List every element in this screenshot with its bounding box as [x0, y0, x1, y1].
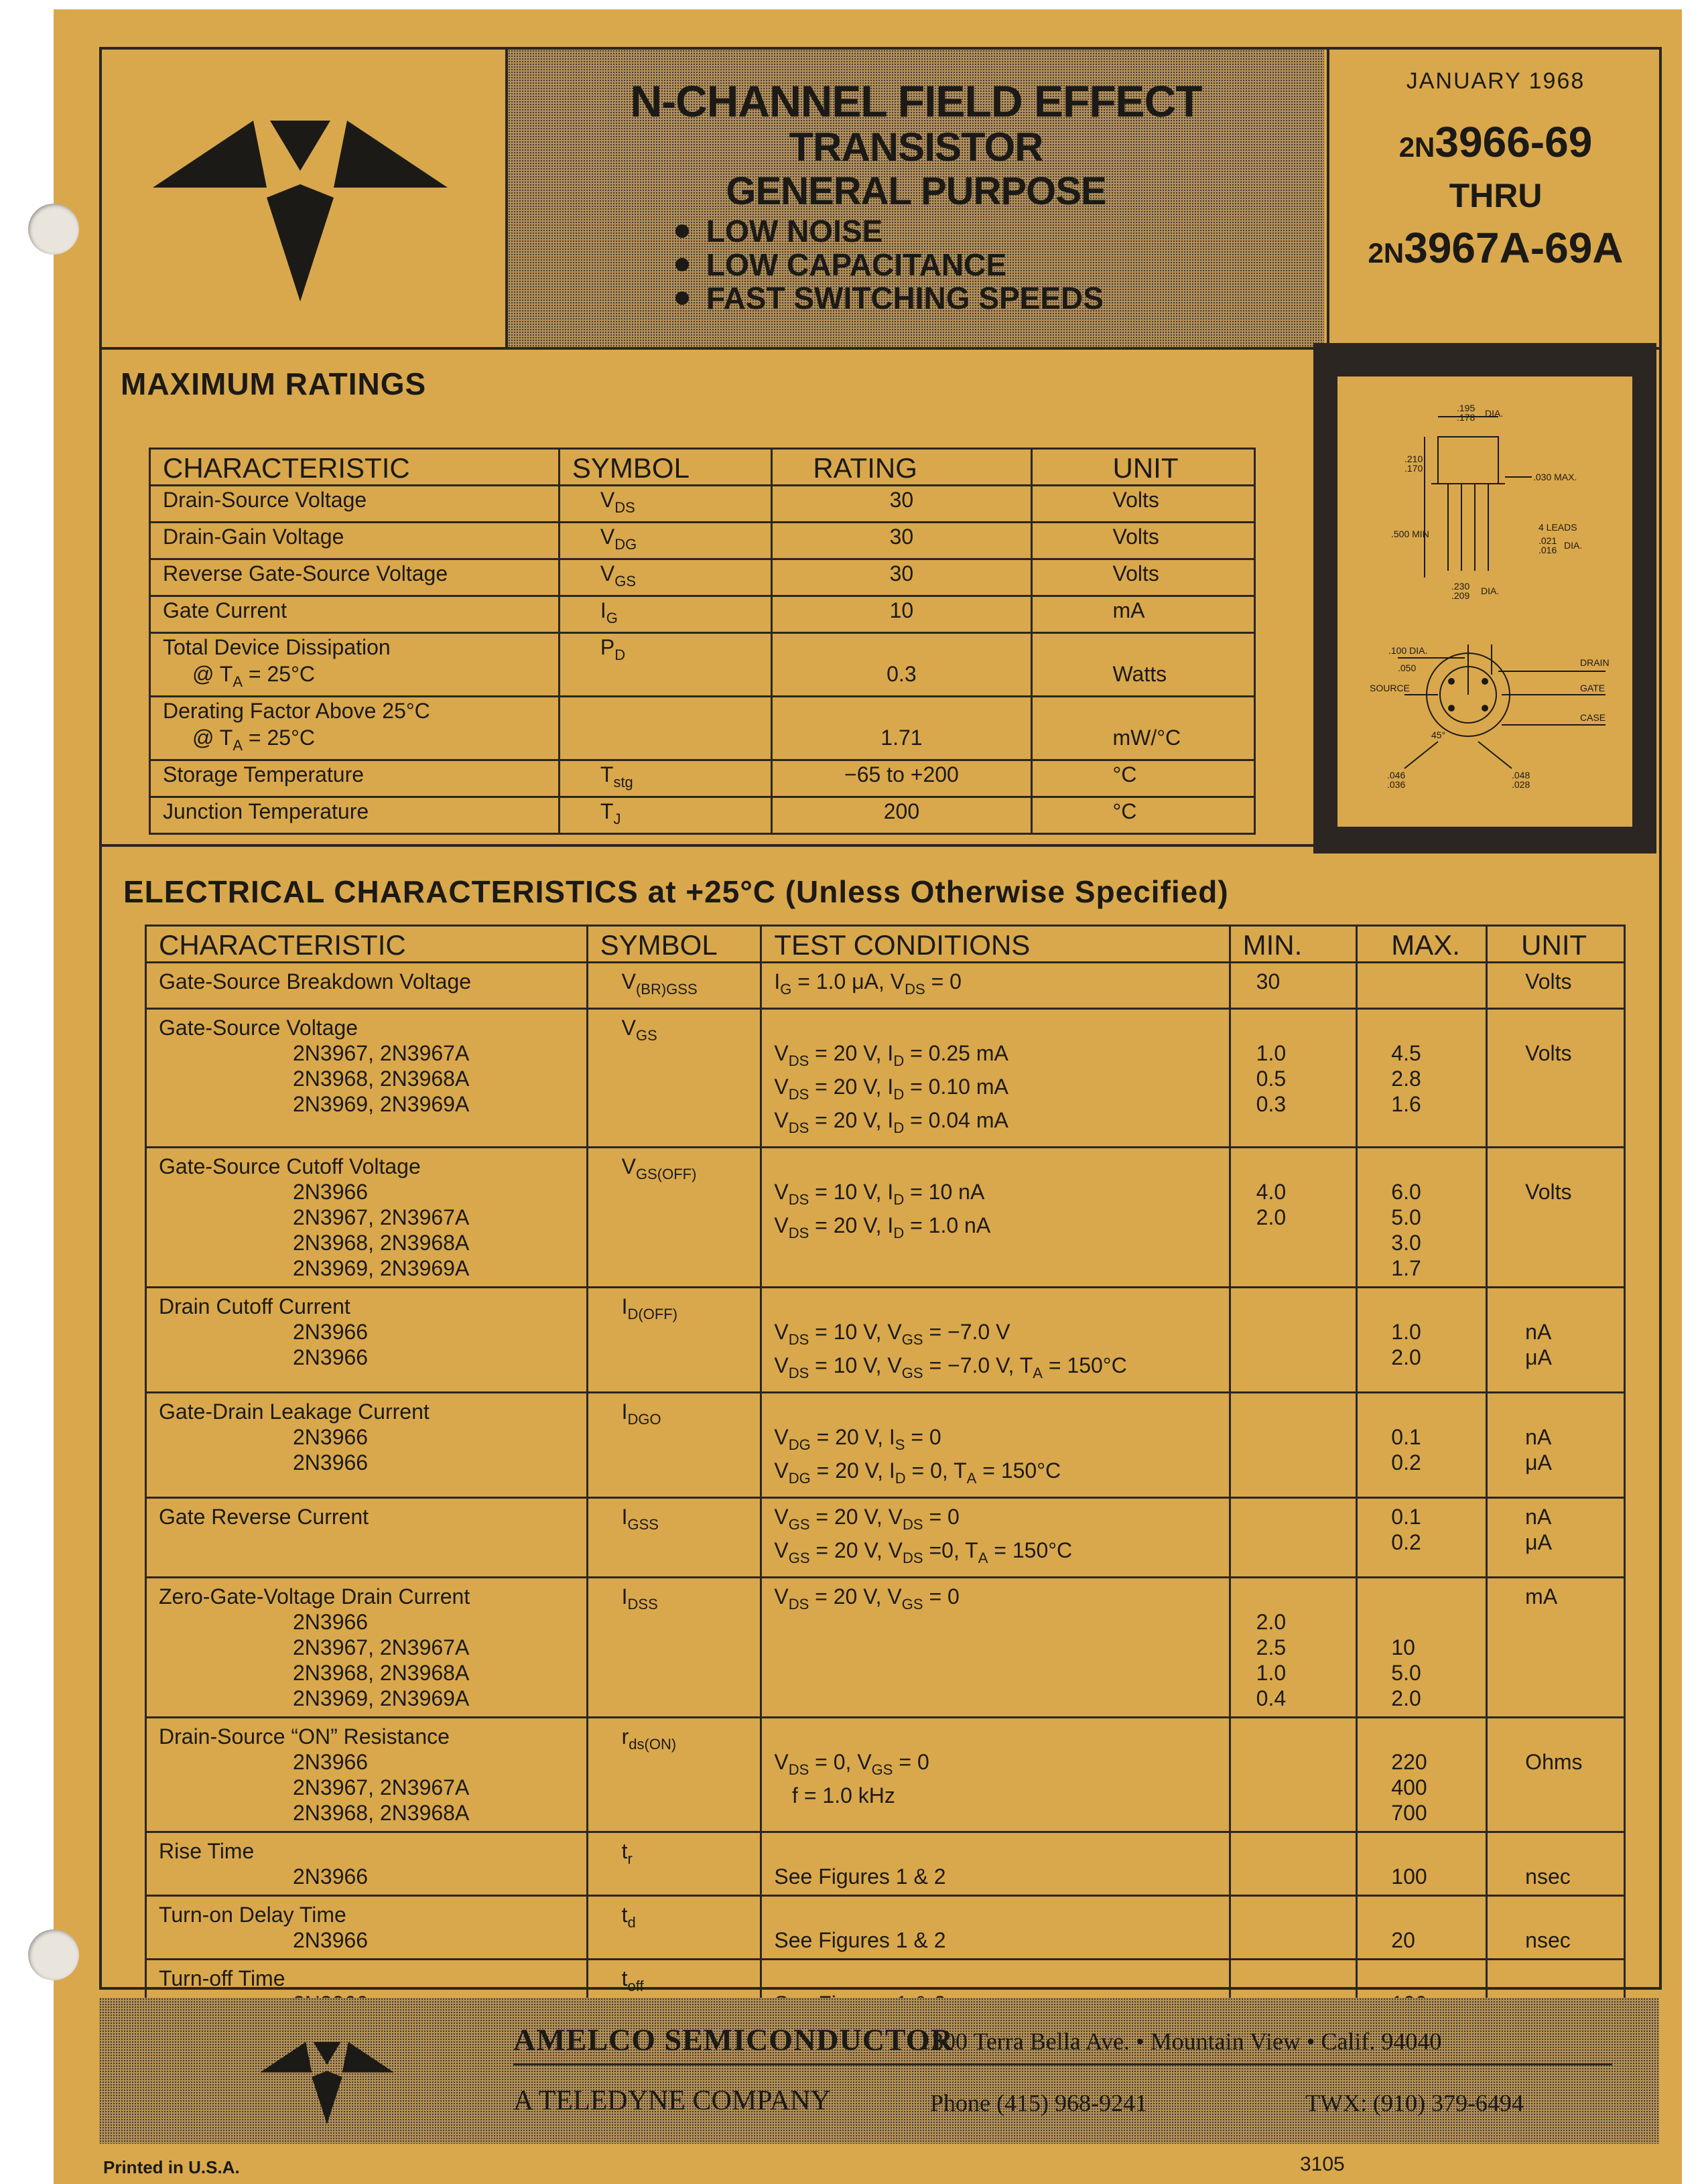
symbol-cell: $I_{GSS}$ — [587, 1498, 761, 1578]
symbol-cell: $V_{(BR)GSS}$ — [587, 963, 761, 1009]
column-header: RATING — [772, 449, 1031, 486]
test-condition: See Figures 1 & 2 — [774, 1928, 946, 1952]
characteristic-cell: Drain-Source Voltage — [150, 486, 560, 523]
unit-cell: nA μA — [1487, 1393, 1625, 1498]
parent-company: A TELEDYNE COMPANY — [513, 2086, 831, 2116]
part-variant: 2N3966 — [293, 1610, 369, 1634]
unit-cell: Volts — [1031, 486, 1255, 523]
rating-cell: 0.3 — [772, 633, 1031, 697]
svg-text:DIA.: DIA. — [1481, 586, 1500, 596]
table-row — [146, 1498, 1625, 1578]
min-cell — [1230, 1718, 1357, 1832]
svg-text:.170: .170 — [1404, 463, 1423, 474]
binder-hole — [28, 1929, 79, 1980]
symbol-cell: $V_{GS}$ — [559, 559, 771, 596]
symbol-cell: $T_{stg}$ — [559, 760, 771, 797]
rating-cell: 30 — [772, 559, 1031, 596]
part-variant: 2N3969, 2N3969A — [293, 1686, 470, 1710]
test-condition: $V_{DS} = 20$ V, $I_D = 0.10$ mA — [774, 1075, 1008, 1103]
title-line-2: TRANSISTOR — [789, 125, 1043, 169]
svg-text:.046: .046 — [1387, 770, 1406, 780]
characteristic-cell: Zero-Gate-Voltage Drain Current 2N3966 2N3967, 2N3967A 2N3968, 2N3968A 2N3969, 2N3969A — [146, 1578, 588, 1718]
unit-cell: Volts — [1487, 1148, 1625, 1288]
svg-text:.500 MIN: .500 MIN — [1391, 529, 1429, 539]
max-cell: 20 — [1357, 1896, 1487, 1960]
test-conditions-cell — [761, 1498, 1230, 1578]
svg-text:.230: .230 — [1451, 581, 1470, 592]
characteristic-cell: Gate-Source Voltage 2N3967, 2N3967A 2N3968, 2N3968A 2N3969, 2N3969A — [146, 1009, 588, 1148]
rating-cell: 1.71 — [772, 697, 1031, 760]
max-cell: 0.1 0.2 — [1357, 1393, 1487, 1498]
rating-cell: 30 — [772, 523, 1031, 559]
table-row — [146, 1832, 1625, 1896]
symbol-cell: $t_{off}$ — [587, 1960, 761, 2023]
characteristic-cell: Junction Temperature — [150, 797, 560, 834]
bullet-icon — [675, 291, 689, 305]
min-cell — [1230, 1288, 1357, 1393]
unit-cell: °C — [1031, 797, 1255, 834]
test-condition: See Figures 1 & 2 — [774, 1864, 946, 1889]
footer-banner — [99, 1998, 1659, 2144]
part-variant: 2N3966 — [293, 1425, 369, 1449]
test-conditions-cell — [761, 1009, 1230, 1148]
test-condition: $V_{DS} = 0$, $V_{GS} = 0$ — [774, 1750, 929, 1778]
test-condition: $V_{DS} = 20$ V, $V_{GS} = 0$ — [774, 1584, 960, 1613]
test-condition: $V_{DS} = 10$ V, $V_{GS} = -7.0$ V — [774, 1320, 1010, 1348]
test-condition: $V_{GS} = 20$ V, $V_{DS} =0$, $T_A = 150^\circ C$ — [774, 1538, 1073, 1566]
column-header: SYMBOL — [587, 926, 761, 963]
symbol-cell: $V_{DS}$ — [559, 486, 771, 523]
min-cell: 30 — [1230, 963, 1357, 1009]
svg-text:.178: .178 — [1457, 412, 1476, 423]
header-logo-cell — [99, 47, 508, 347]
min-cell: 2.0 2.5 1.0 0.4 — [1230, 1578, 1357, 1718]
test-condition: $V_{DS} = 10$ V, $I_D = 10$ nA — [774, 1180, 985, 1208]
table-row — [146, 963, 1625, 1009]
unit-cell: nsec — [1487, 1832, 1625, 1896]
part-variant: 2N3969, 2N3969A — [293, 1092, 470, 1116]
characteristic-cell: Turn-off Time — [146, 1960, 588, 2023]
table-row — [146, 1393, 1625, 1498]
svg-text:DIA.: DIA. — [1485, 408, 1504, 419]
twx-number: TWX: (910) 379-6494 — [1305, 2090, 1524, 2116]
svg-text:.021: .021 — [1539, 535, 1557, 546]
unit-cell: mW/°C — [1031, 697, 1255, 760]
characteristic-cell: Rise Time 2N3966 — [146, 1832, 588, 1896]
unit-cell: nsec — [1487, 1896, 1625, 1960]
bullet-icon — [675, 258, 689, 271]
printed-in-label: Printed in U.S.A. — [103, 2157, 240, 2177]
feature-item: LOW NOISE — [675, 214, 1324, 248]
binder-hole — [28, 204, 79, 255]
issue-date: JANUARY 1968 — [1406, 68, 1585, 94]
test-condition: $V_{DS} = 20$ V, $I_D = 1.0$ nA — [774, 1213, 991, 1241]
bullet-icon — [675, 224, 689, 238]
symbol-cell — [559, 697, 771, 760]
symbol-cell: $P_D$ — [559, 633, 771, 697]
max-cell: 220 400 700 — [1357, 1718, 1487, 1832]
unit-cell: Ohms — [1487, 1718, 1625, 1832]
table-header-row — [146, 926, 1625, 963]
min-cell — [1230, 1832, 1357, 1896]
elec-char-title: ELECTRICAL CHARACTERISTICS at +25°C (Unless Otherwise Specified) — [123, 874, 1229, 909]
min-cell — [1230, 1393, 1357, 1498]
feature-item: LOW CAPACITANCE — [675, 248, 1324, 281]
symbol-cell: $I_{DSS}$ — [587, 1578, 761, 1718]
table-row — [146, 1288, 1625, 1393]
unit-cell: Volts — [1031, 523, 1255, 559]
symbol-cell: $I_{DGO}$ — [587, 1393, 761, 1498]
test-conditions-cell — [761, 1578, 1230, 1718]
test-conditions-cell — [761, 1832, 1230, 1896]
page-number: 3105 — [1300, 2153, 1345, 2175]
teledyne-logo-icon — [226, 2008, 428, 2142]
part-variant: 2N3966 — [293, 1450, 369, 1475]
unit-cell: Volts — [1487, 1009, 1625, 1148]
part-number-range-a: 2N3967A-69A — [1368, 224, 1624, 272]
characteristic-cell: Turn-on Delay Time 2N3966 — [146, 1896, 588, 1960]
symbol-cell: $I_{D(OFF)}$ — [587, 1288, 761, 1393]
symbol-cell: $r_{ds(ON)}$ — [587, 1718, 761, 1832]
part-variant: 2N3966 — [293, 1928, 369, 1952]
column-header: UNIT — [1487, 926, 1625, 963]
characteristic-cell: Storage Temperature — [150, 760, 560, 797]
max-cell: 100 — [1357, 1832, 1487, 1896]
svg-text:DRAIN: DRAIN — [1580, 657, 1610, 668]
test-condition: $V_{GS} = 20$ V, $V_{DS} = 0$ — [774, 1505, 960, 1533]
part-variant: 2N3966 — [293, 1180, 369, 1204]
table-row — [146, 1718, 1625, 1832]
symbol-cell: $V_{GS(OFF)}$ — [587, 1148, 761, 1288]
column-header: MAX. — [1357, 926, 1487, 963]
svg-text:.016: .016 — [1539, 545, 1557, 555]
feature-list — [675, 214, 1324, 315]
part-variant: 2N3969, 2N3969A — [293, 1256, 470, 1280]
part-variant: 2N3966 — [293, 1345, 369, 1369]
to-package-outline-icon — [1337, 377, 1632, 827]
part-number-range: 2N3966-69 — [1398, 118, 1593, 166]
divider — [513, 2063, 1612, 2065]
test-conditions-cell — [761, 963, 1230, 1009]
svg-text:45°: 45° — [1431, 730, 1446, 740]
title-line-3: GENERAL PURPOSE — [726, 169, 1106, 213]
part-variant: 2N3966 — [293, 1750, 369, 1774]
svg-text:SOURCE: SOURCE — [1370, 683, 1410, 693]
column-header: TEST CONDITIONS — [761, 926, 1230, 963]
part-variant: 2N3968, 2N3968A — [293, 1661, 470, 1685]
column-header: MIN. — [1230, 926, 1357, 963]
table-row — [146, 1009, 1625, 1148]
title-line-1: N-CHANNEL FIELD EFFECT — [630, 76, 1202, 126]
characteristic-cell: Gate Reverse Current — [146, 1498, 588, 1578]
datasheet-page — [54, 9, 1682, 2184]
header-part-cell — [1327, 47, 1662, 347]
max-cell: 1.0 2.0 — [1357, 1288, 1487, 1393]
characteristic-cell: Gate-Source Cutoff Voltage 2N3966 2N3967, 2N3967A 2N3968, 2N3968A 2N3969, 2N3969A — [146, 1148, 588, 1288]
divider — [99, 844, 1316, 847]
part-variant: 2N3967, 2N3967A — [293, 1205, 470, 1229]
max-cell: 0.1 0.2 — [1357, 1498, 1487, 1578]
characteristic-cell: Drain-Source “ON” Resistance 2N3966 2N3967, 2N3967A 2N3968, 2N3968A — [146, 1718, 588, 1832]
unit-cell: mA — [1487, 1578, 1625, 1718]
rating-cell: −65 to +200 — [772, 760, 1031, 797]
part-variant: 2N3967, 2N3967A — [293, 1635, 470, 1659]
symbol-cell: $V_{GS}$ — [587, 1009, 761, 1148]
part-variant: 2N3968, 2N3968A — [293, 1231, 470, 1255]
package-outline-panel — [1313, 343, 1656, 854]
test-conditions-cell — [761, 1718, 1230, 1832]
header-title-panel — [508, 50, 1324, 347]
max-cell: 10 5.0 2.0 — [1357, 1578, 1487, 1718]
svg-text:.048: .048 — [1512, 770, 1530, 780]
test-conditions-cell — [761, 1393, 1230, 1498]
test-conditions-cell — [761, 1288, 1230, 1393]
svg-text:DIA.: DIA. — [1564, 540, 1583, 551]
test-condition: $V_{DG} = 20$ V, $I_S = 0$ — [774, 1425, 941, 1453]
table-row — [146, 1148, 1625, 1288]
part-variant: 2N3968, 2N3968A — [293, 1067, 470, 1091]
test-condition: $V_{DS} = 20$ V, $I_D = 0.04$ mA — [774, 1108, 1008, 1136]
max-ratings-table — [149, 448, 1256, 835]
table-row — [150, 486, 1255, 523]
characteristic-cell: Gate Current — [150, 596, 560, 633]
svg-text:.030 MAX.: .030 MAX. — [1533, 472, 1577, 482]
svg-text:.036: .036 — [1387, 779, 1406, 790]
characteristic-cell: Total Device Dissipation @ $T_A = 25^\circ C$ — [150, 633, 560, 697]
characteristic-cell: Drain-Gain Voltage — [150, 523, 560, 559]
column-header: CHARACTERISTIC — [146, 926, 588, 963]
column-header: UNIT — [1031, 449, 1255, 486]
symbol-cell: $T_J$ — [559, 797, 771, 834]
rating-cell: 10 — [772, 596, 1031, 633]
unit-cell: nA μA — [1487, 1288, 1625, 1393]
table-row — [150, 633, 1255, 697]
test-condition: f = 1.0 kHz — [774, 1783, 895, 1807]
characteristic-cell: Drain Cutoff Current 2N3966 2N3966 — [146, 1288, 588, 1393]
test-condition: $I_G = 1.0$ μA, $V_{DS} = 0$ — [774, 969, 962, 998]
max-ratings-title: MAXIMUM RATINGS — [121, 366, 427, 401]
svg-text:.195: .195 — [1457, 403, 1476, 413]
unit-cell: Watts — [1031, 633, 1255, 697]
test-condition: $V_{DS} = 10$ V, $V_{GS} = -7.0$ V, $T_A = 150^\circ C$ — [774, 1353, 1127, 1381]
test-conditions-cell — [761, 1896, 1230, 1960]
svg-text:CASE: CASE — [1580, 712, 1606, 723]
column-header: SYMBOL — [559, 449, 771, 486]
part-variant: 2N3966 — [293, 1864, 369, 1889]
test-conditions-cell — [761, 1148, 1230, 1288]
unit-cell: °C — [1031, 760, 1255, 797]
thru-label: THRU — [1449, 177, 1543, 214]
table-row — [150, 760, 1255, 797]
max-cell: 6.0 5.0 3.0 1.7 — [1357, 1148, 1487, 1288]
test-condition: $V_{DG} = 20$ V, $I_D = 0$, $T_A = 150^\circ C$ — [774, 1458, 1061, 1487]
svg-text:.209: .209 — [1451, 590, 1470, 601]
table-row — [150, 523, 1255, 559]
part-variant: 2N3967, 2N3967A — [293, 1041, 470, 1065]
svg-text:.028: .028 — [1512, 779, 1530, 790]
column-header: CHARACTERISTIC — [150, 449, 560, 486]
company-name: AMELCO SEMICONDUCTOR — [513, 2023, 954, 2057]
svg-text:.210: .210 — [1404, 454, 1423, 464]
electrical-characteristics-table — [145, 925, 1626, 2024]
table-row — [150, 797, 1255, 834]
phone-number: Phone (415) 968-9241 — [930, 2090, 1147, 2116]
min-cell: 1.0 0.5 0.3 — [1230, 1009, 1357, 1148]
characteristic-cell: Gate-Drain Leakage Current 2N3966 2N3966 — [146, 1393, 588, 1498]
min-cell — [1230, 1896, 1357, 1960]
svg-text:4 LEADS: 4 LEADS — [1539, 522, 1577, 533]
symbol-cell: $t_d$ — [587, 1896, 761, 1960]
table-row — [146, 1896, 1625, 1960]
test-condition: $V_{DS} = 20$ V, $I_D = 0.25$ mA — [774, 1041, 1008, 1069]
max-cell — [1357, 963, 1487, 1009]
characteristic-cell: Reverse Gate-Source Voltage — [150, 559, 560, 596]
unit-cell: Volts — [1487, 963, 1625, 1009]
symbol-cell: $I_G$ — [559, 596, 771, 633]
unit-cell: mA — [1031, 596, 1255, 633]
symbol-cell: $t_r$ — [587, 1832, 761, 1896]
teledyne-logo-icon — [99, 47, 501, 342]
rating-cell: 200 — [772, 797, 1031, 834]
rating-cell: 30 — [772, 486, 1031, 523]
table-row — [150, 596, 1255, 633]
company-address: 1300 Terra Bella Ave. • Mountain View • Calif. 94040 — [919, 2028, 1442, 2055]
svg-text:.050: .050 — [1398, 663, 1417, 673]
unit-cell: nA μA — [1487, 1498, 1625, 1578]
max-cell: 4.5 2.8 1.6 — [1357, 1009, 1487, 1148]
part-variant: 2N3968, 2N3968A — [293, 1801, 470, 1825]
unit-cell: Volts — [1031, 559, 1255, 596]
table-row — [150, 697, 1255, 760]
svg-text:GATE: GATE — [1580, 683, 1606, 693]
table-header-row — [150, 449, 1255, 486]
svg-text:.100 DIA.: .100 DIA. — [1388, 645, 1428, 656]
characteristic-cell: Gate-Source Breakdown Voltage — [146, 963, 588, 1009]
symbol-cell: $V_{DG}$ — [559, 523, 771, 559]
part-variant: 2N3966 — [293, 1320, 369, 1344]
package-drawing — [1337, 377, 1632, 827]
characteristic-cell: Derating Factor Above 25°C @ $T_A = 25^\circ C$ — [150, 697, 560, 760]
table-row — [146, 1578, 1625, 1718]
min-cell: 4.0 2.0 — [1230, 1148, 1357, 1288]
part-variant: 2N3967, 2N3967A — [293, 1775, 470, 1799]
min-cell — [1230, 1498, 1357, 1578]
feature-item: FAST SWITCHING SPEEDS — [675, 281, 1324, 315]
table-row — [150, 559, 1255, 596]
